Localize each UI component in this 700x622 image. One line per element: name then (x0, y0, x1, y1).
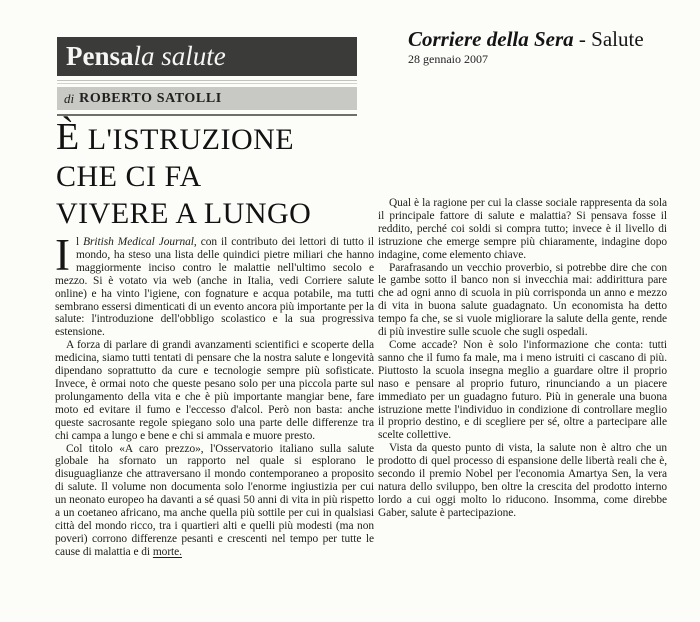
paragraph-2: A forza di parlare di grandi avanzamenti scientifici e scoperte della medicina, siamo tutti tentati di pensare che la nostra salute e longevità dipendano soprattutto da cure e tecnologie sempre più sofisticate. Invece, è ormai noto che queste pesano solo per una piccola parte sul prolungamento della vita e che è più importante mangiar bene, fare moto ed evitare il fumo e l'eccesso d'alcol. Però non basta: anche queste sacrosante regole spiegano solo una parte delle differenze tra chi campa a lungo e bene e chi si ammala e muore presto. (55, 339, 374, 442)
masthead-section-name: - Salute (573, 27, 644, 51)
masthead-publication-name: Corriere della Sera (408, 27, 574, 51)
byline-author-name: ROBERTO SATOLLI (79, 90, 222, 106)
headline-line-3: VIVERE A LUNGO (56, 197, 312, 230)
paragraph-3-underlined-word: morte. (152, 545, 182, 558)
column-kicker (57, 37, 357, 116)
paragraph-1 (55, 230, 374, 339)
paragraph-1-rest: , con il contributo dei lettori di tutto il mondo, ha steso una lista delle quindici pietre miliari che hanno maggiormente inciso contro le malattie nell'ultimo secolo e mezzo. Si è votato via web (anche in Italia, vedi Corriere salute online) e ha vinto l'igiene, con fognature e acqua potabile, ma tutti sembrano essersi dimenticati di un evento ancora più importante per la salute: l'introduzione dell'obbligo scolastico e la sua progressiva estensione. (55, 236, 374, 339)
paragraph-5: Parafrasando un vecchio proverbio, si potrebbe dire che con le gambe sotto il banco non si invecchia mai: addirittura pare che ad ogni anno di scuola in più corrisponda un anno e mezzo di vita in buona salute guadagnato. Un economista ha detto tempo fa che, se si vuole migliorare la salute della gente, rende di più investire sulle scuole che sugli ospedali. (378, 261, 667, 339)
kicker-title-italic: la salute (133, 41, 226, 71)
byline-band (57, 87, 357, 110)
kicker-hairline (57, 80, 357, 81)
drop-cap: I (55, 230, 70, 280)
paragraph-4: Qual è la ragione per cui la classe sociale rappresenta da sola il principale fattore di salute e malattia? Si pensava fosse il reddito, perché coi soldi si compra tutto; invece è il livello di istruzione che emerge sempre più chiaramente, indagine dopo indagine, come elemento chiave. (378, 197, 667, 261)
paragraph-1-start: l (75, 236, 84, 248)
article-right-column (378, 197, 667, 520)
masthead-date: 28 gennaio 2007 (408, 52, 488, 66)
headline-line-1: È L'ISTRUZIONE (56, 116, 295, 158)
kicker-title-bold: Pensa (66, 41, 134, 71)
paragraph-7: Vista da questo punto di vista, la salute non è altro che un prodotto di quel processo di espansione delle libertà reali che è, secondo il premio Nobel per l'economia Amartya Sen, la vera natura dello sviluppo, ben oltre la crescita del prodotto interno lordo a cui oggi molto lo riducono. Insomma, come direbbe Gaber, salute è partecipazione. (378, 442, 667, 519)
kicker-bottom-rule (57, 114, 357, 116)
article-headline (56, 116, 386, 232)
paragraph-3 (55, 443, 374, 559)
paragraph-6: Come accade? Non è solo l'informazione che conta: tutti sanno che il fumo fa male, ma i meno istruiti ci cascano di più. Piuttosto la scuola insegna meglio a guardare oltre il proprio naso e pensare al proprio futuro, rinunciando a un piacere immediato per un guadagno futuro. Più in generale una buona istruzione mette l'individuo in condizione di controllare meglio il proprio destino, e di scegliere per sé, oltre a partecipare alle scelte collettive. (378, 338, 667, 442)
byline-prefix: di (64, 90, 75, 106)
paragraph-1-journal-name: British Medical Journal (83, 236, 194, 248)
paragraph-3-main: Col titolo «A caro prezzo», l'Osservatorio italiano sulla salute globale ha sfornato un rapporto nel quale si esplorano le disuguaglianze che attraversano il mondo contemporaneo a proposito di salute. Il volume non documenta solo l'enorme ingiustizia per cui un neonato europeo ha davanti a sé quasi 50 anni di vita in più rispetto a un coetaneo africano, ma anche quella più sottile per cui in qualsiasi città del mondo ricco, tra i quartieri alti e quelli più modesti (ma non poveri) corrono differenze pesanti e crescenti nel tempo per tutte le cause di malattia e di (55, 442, 374, 558)
headline-line-2: CHE CI FA (56, 160, 202, 193)
masthead (408, 28, 644, 66)
masthead-title (408, 28, 644, 51)
kicker-hairline-2 (57, 83, 357, 84)
kicker-title-band (57, 37, 357, 76)
article-left-column (55, 230, 374, 559)
